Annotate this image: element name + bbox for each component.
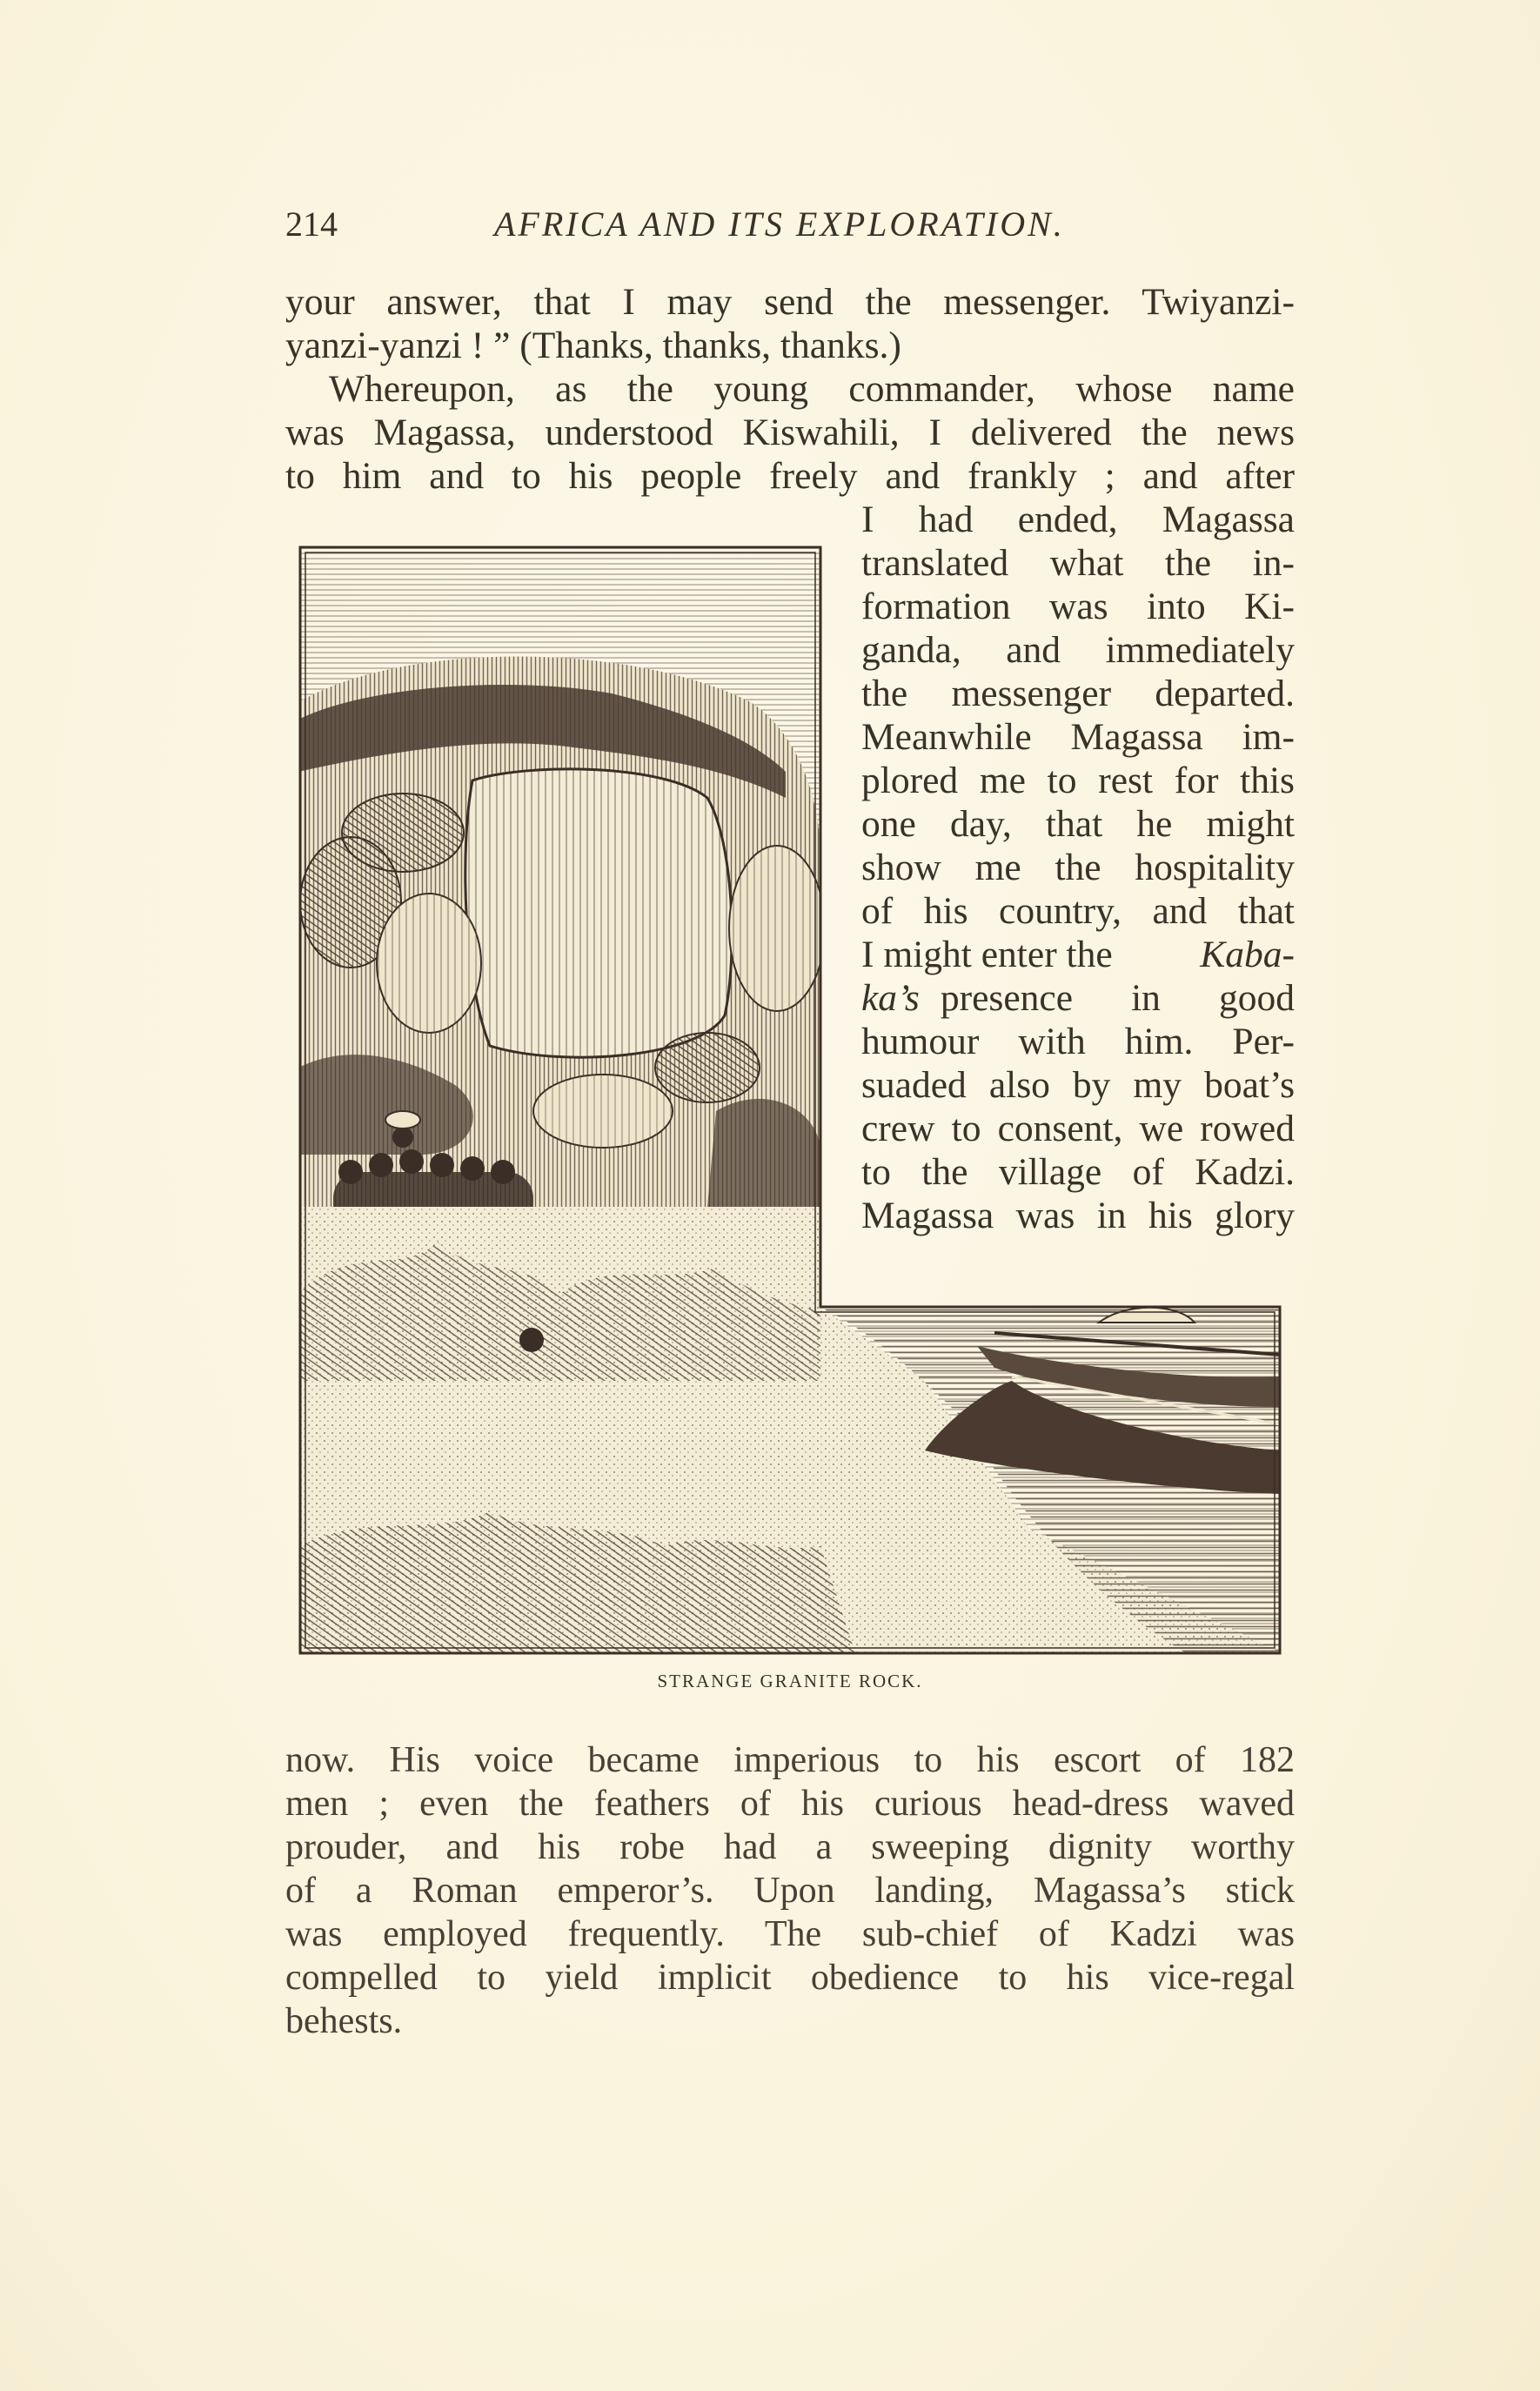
side-text-line: humour with him. Per- — [861, 1021, 1295, 1062]
text-line: was employed frequently. The sub-chief of Kadzi was — [285, 1914, 1295, 1954]
text-line: compelled to yield implicit obedience to his vice-regal — [285, 1958, 1295, 1998]
page-number: 214 — [285, 204, 338, 244]
text-line: Whereupon, as the young commander, whose name — [329, 368, 1295, 410]
side-text-fragment: presence in good — [940, 977, 1295, 1019]
side-text-line: the messenger departed. — [861, 673, 1295, 714]
side-text-line: crew to consent, we rowed — [861, 1108, 1295, 1149]
side-text-fragment: I might enter the — [861, 934, 1113, 975]
side-text-line: ganda, and immediately — [861, 629, 1295, 671]
text-line: prouder, and his robe had a sweeping dignity worthy — [285, 1827, 1295, 1867]
text-line: behests. — [285, 2001, 403, 2041]
side-text-italic: Kaba- — [1200, 934, 1295, 975]
text-line: yanzi-yanzi ! ” (Thanks, thanks, thanks.) — [285, 325, 901, 366]
side-text-line: translated what the in- — [861, 542, 1295, 584]
text-line: of a Roman emperor’s. Upon landing, Magassa’s stick — [285, 1871, 1295, 1911]
side-text-line: Meanwhile Magassa im- — [861, 716, 1295, 758]
running-header — [285, 204, 1295, 247]
side-text-line: Magassa was in his glory — [861, 1195, 1295, 1236]
side-text-line: of his country, and that — [861, 890, 1295, 932]
text-line: to him and to his people freely and frankly ; and after — [285, 455, 1295, 497]
running-title: AFRICA AND ITS EXPLORATION. — [494, 204, 1065, 244]
side-text-line: plored me to rest for this — [861, 760, 1295, 801]
side-text-line: formation was into Ki- — [861, 586, 1295, 627]
side-text-line: suaded also by my boat’s — [861, 1064, 1295, 1106]
side-text-italic: ka’s — [861, 977, 920, 1019]
text-line: your answer, that I may send the messenger. Twiyanzi- — [285, 281, 1295, 323]
granite-rock-engraving — [298, 546, 1282, 1655]
side-text-line: to the village of Kadzi. — [861, 1151, 1295, 1193]
side-text-line: one day, that he might — [861, 803, 1295, 845]
text-line: was Magassa, understood Kiswahili, I delivered the news — [285, 412, 1295, 453]
text-line: now. His voice became imperious to his escort of 182 — [285, 1740, 1295, 1780]
figure-caption: STRANGE GRANITE ROCK. — [657, 1671, 923, 1691]
side-text-line: I had ended, Magassa — [861, 499, 1295, 540]
text-line: men ; even the feathers of his curious head-dress waved — [285, 1784, 1295, 1824]
side-text-line: show me the hospitality — [861, 847, 1295, 888]
